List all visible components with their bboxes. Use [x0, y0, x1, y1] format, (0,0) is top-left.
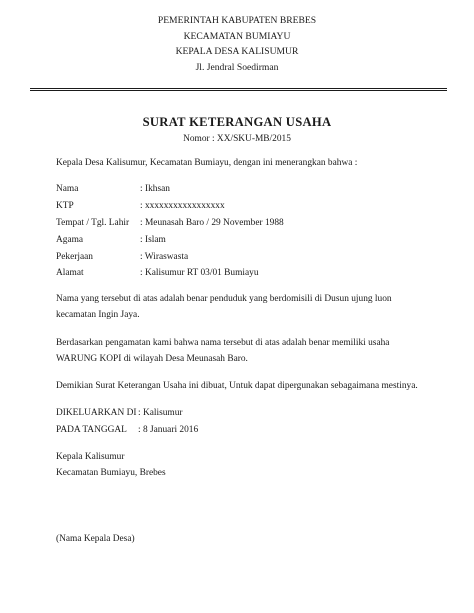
paragraph-business-line2: WARUNG KOPI di wilayah Desa Meunasah Baro.	[56, 354, 248, 364]
field-tempat-tgl-lahir	[56, 218, 284, 229]
letterhead-address: Jl. Jendral Soedirman	[195, 61, 279, 73]
field-label: Agama	[56, 235, 84, 245]
field-value: : Meunasah Baro / 29 November 1988	[140, 218, 284, 228]
signature-office: Kecamatan Bumiayu, Brebes	[56, 468, 166, 478]
issued-place	[56, 408, 183, 419]
field-label: KTP	[56, 201, 74, 211]
field-value: : Kalisumur RT 03/01 Bumiayu	[140, 268, 259, 278]
letterhead-government: PEMERINTAH KABUPATEN BREBES	[157, 15, 317, 26]
issued-label: DIKELUARKAN DI	[56, 408, 137, 418]
issued-date	[56, 425, 198, 436]
letterhead-village-head: KEPALA DESA KALISUMUR	[175, 46, 299, 57]
paragraph-domicile-line2: kecamatan Ingin Jaya.	[56, 310, 140, 320]
letterhead-district: KECAMATAN BUMIAYU	[183, 30, 291, 42]
intro-text: Kepala Desa Kalisumur, Kecamatan Bumiayu, dengan ini menerangkan bahwa :	[56, 158, 358, 168]
field-value: : Islam	[140, 235, 166, 245]
field-ktp	[56, 201, 225, 212]
paragraph-domicile-line1: Nama yang tersebut di atas adalah benar penduduk yang berdomisili di Dusun ujung luon	[56, 294, 392, 304]
field-alamat	[56, 268, 259, 279]
signature-name: (Nama Kepala Desa)	[56, 534, 135, 544]
field-value: : Ikhsan	[140, 184, 170, 194]
field-label: Tempat / Tgl. Lahir	[56, 218, 130, 228]
issued-value: : 8 Januari 2016	[138, 425, 199, 435]
issued-label: PADA TANGGAL	[56, 425, 127, 435]
field-nama	[56, 184, 170, 195]
letter-number: Nomor : XX/SKU-MB/2015	[183, 134, 291, 144]
field-label: Pekerjaan	[56, 252, 93, 262]
field-label: Alamat	[56, 268, 84, 278]
letter-title: SURAT KETERANGAN USAHA	[142, 115, 332, 129]
letterhead	[0, 13, 474, 75]
issued-value: : Kalisumur	[138, 408, 183, 418]
letterhead-divider	[30, 88, 447, 91]
paragraph-closing: Demikian Surat Keterangan Usaha ini dibuat, Untuk dapat dipergunakan sebagaimana mestinya.	[56, 381, 418, 391]
paragraph-business-line1: Berdasarkan pengamatan kami bahwa nama tersebut di atas adalah benar memiliki usaha	[56, 338, 390, 348]
field-value: : xxxxxxxxxxxxxxxxx	[140, 201, 225, 211]
field-value: : Wiraswasta	[140, 252, 189, 262]
field-agama	[56, 235, 166, 246]
field-label: Nama	[56, 184, 79, 194]
field-pekerjaan	[56, 252, 188, 263]
signature-title: Kepala Kalisumur	[56, 452, 125, 462]
